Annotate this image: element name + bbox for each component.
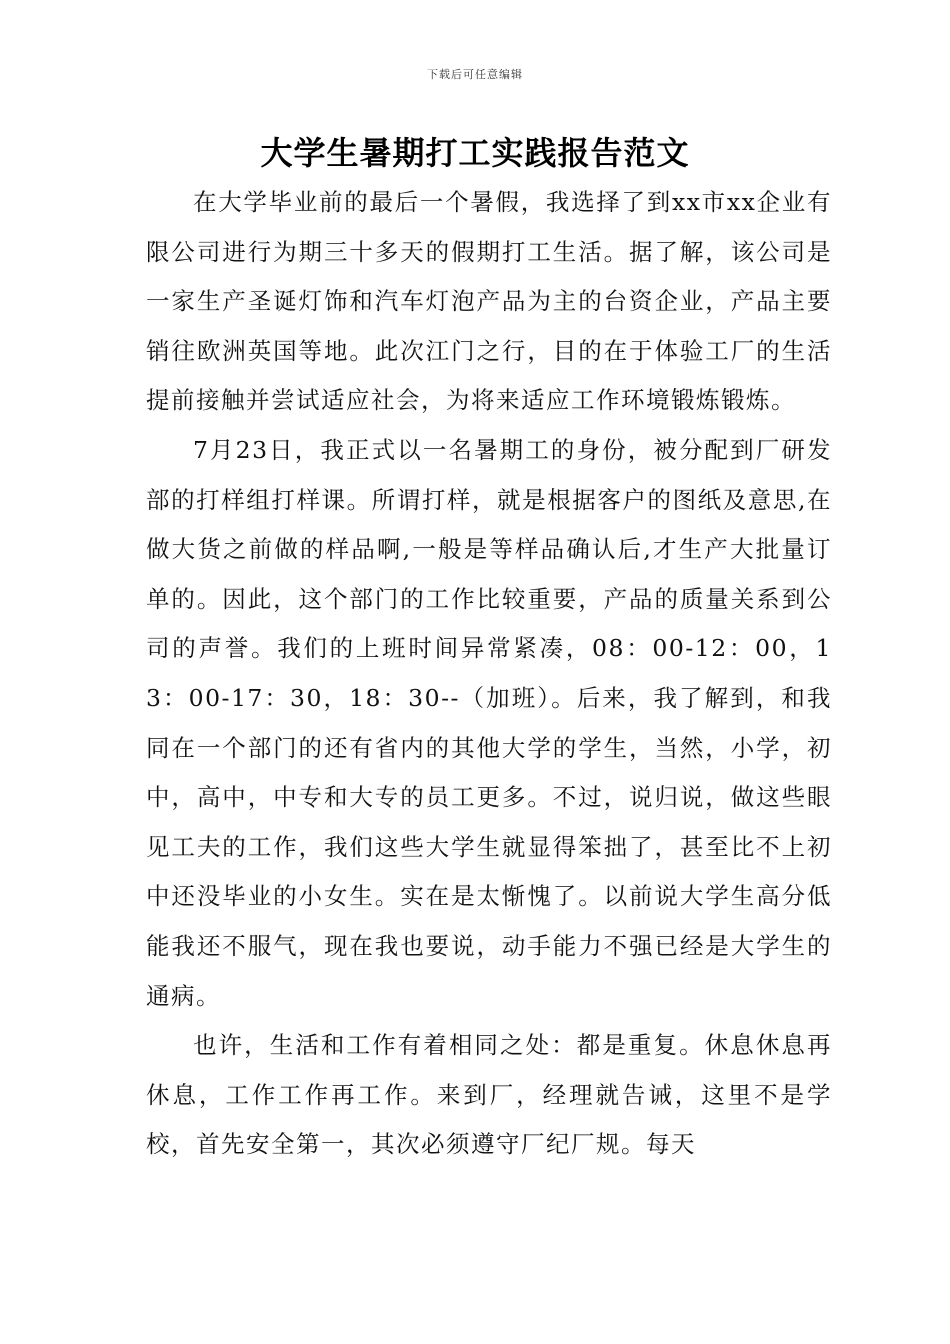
document-title: 大学生暑期打工实践报告范文 [260, 134, 690, 172]
paragraph-1: 在大学毕业前的最后一个暑假，我选择了到xx市xx企业有限公司进行为期三十多天的假期打工生活。据了解，该公司是一家生产圣诞灯饰和汽车灯泡产品为主的台资企业，产品主要销往欧洲英国等地。此次江门之行，目的在于体验工厂的生活提前接触并尝试适应社会，为将来适应工作环境锻炼锻炼。 [146, 188, 832, 415]
document-body [146, 178, 832, 1170]
paragraph-2: 7月23日，我正式以一名暑期工的身份，被分配到厂研发部的打样组打样课。所谓打样，就是根据客户的图纸及意思,在做大货之前做的样品啊,一般是等样品确认后,才生产大批量订单的。因此，这个部门的工作比较重要，产品的质量关系到公司的声誉。我们的上班时间异常紧凑，08：00-12：00，13：00-17：30，18：30--（加班）。后来，我了解到，和我同在一个部门的还有省内的其他大学的学生，当然，小学，初中，高中，中专和大专的员工更多。不过，说归说，做这些眼见工夫的工作，我们这些大学生就显得笨拙了，甚至比不上初中还没毕业的小女生。实在是太惭愧了。以前说大学生高分低能我还不服气，现在我也要说，动手能力不强已经是大学生的通病。 [146, 435, 832, 1010]
paragraph-3: 也许，生活和工作有着相同之处：都是重复。休息休息再休息，工作工作再工作。来到厂，经理就告诫，这里不是学校，首先安全第一，其次必须遵守厂纪厂规。每天 [146, 1031, 832, 1159]
header-note: 下载后可任意编辑 [427, 68, 523, 81]
